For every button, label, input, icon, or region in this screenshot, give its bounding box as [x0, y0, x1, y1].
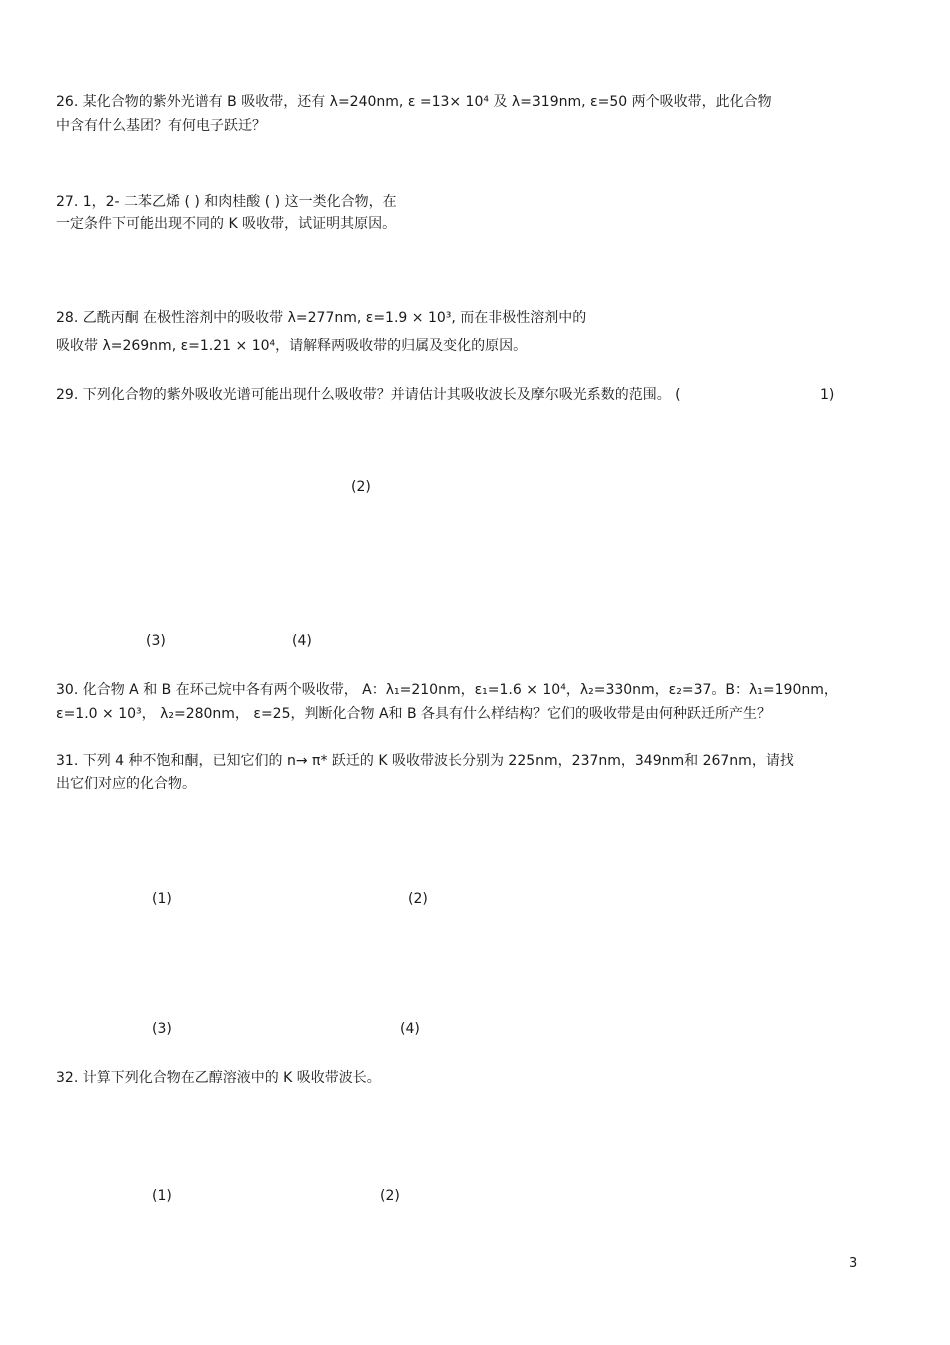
q29-sublabel-2: (2): [351, 479, 371, 495]
q29-sublabel-4: (4): [292, 633, 312, 649]
q29-sublabel-3: (3): [146, 633, 166, 649]
question-31-line-1: 31. 下列 4 种不饱和酮，已知它们的 n→ π* 跃迁的 K 吸收带波长分别为 225nm，237nm，349nm和 267nm，请找: [56, 753, 794, 769]
q31-sublabel-4: (4): [400, 1021, 420, 1037]
q31-sublabel-3: (3): [152, 1021, 172, 1037]
question-31-line-2: 出它们对应的化合物。: [56, 776, 196, 792]
q31-sublabel-2: (2): [408, 891, 428, 907]
q31-sublabel-1: (1): [152, 891, 172, 907]
question-26-line-1: 26. 某化合物的紫外光谱有 B 吸收带，还有 λ=240nm, ε =13× 10⁴ 及 λ=319nm, ε=50 两个吸收带，此化合物: [56, 94, 772, 110]
q29-sublabel-1: 1): [820, 387, 835, 403]
page-number-text: 3: [849, 1256, 858, 1271]
question-30-line-2: ε=1.0 × 10³， λ₂=280nm， ε=25，判断化合物 A和 B 各具有什么样结构？它们的吸收带是由何种跃迁所产生？: [56, 706, 772, 722]
question-27-line-2: 一定条件下可能出现不同的 K 吸收带，试证明其原因。: [56, 216, 397, 232]
q32-sublabel-2: (2): [380, 1188, 400, 1204]
question-29-line-1: 29. 下列化合物的紫外吸收光谱可能出现什么吸收带？并请估计其吸收波长及摩尔吸光系数的范围。 (: [56, 387, 681, 403]
question-28-line-2: 吸收带 λ=269nm, ε=1.21 × 10⁴，请解释两吸收带的归属及变化的原因。: [56, 338, 528, 354]
question-27-line-1: 27. 1，2- 二苯乙烯 ( ) 和肉桂酸 ( ) 这一类化合物，在: [56, 194, 397, 210]
q32-sublabel-1: (1): [152, 1188, 172, 1204]
question-32-line-1: 32. 计算下列化合物在乙醇溶液中的 K 吸收带波长。: [56, 1070, 381, 1086]
question-30-line-1: 30. 化合物 A 和 B 在环己烷中各有两个吸收带， A：λ₁=210nm，ε₁=1.6 × 10⁴，λ₂=330nm，ε₂=37。B：λ₁=190nm，: [56, 682, 838, 698]
page-number: [849, 1256, 857, 1271]
question-26-line-2: 中含有什么基团？有何电子跃迁？: [56, 118, 266, 134]
question-28-line-1: 28. 乙酰丙酮 在极性溶剂中的吸收带 λ=277nm, ε=1.9 × 10³, 而在非极性溶剂中的: [56, 310, 587, 326]
